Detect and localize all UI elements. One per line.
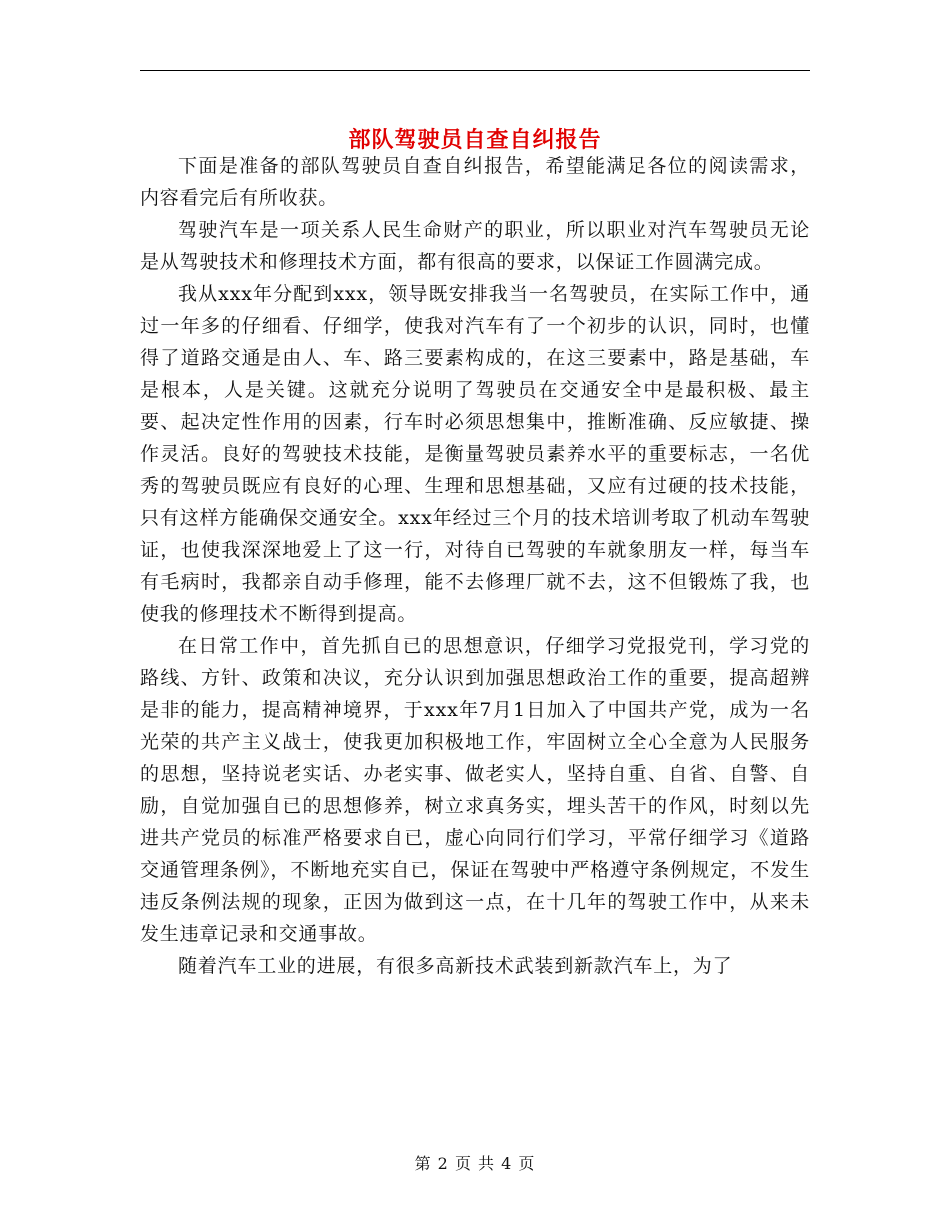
page-number: 第 2 页 共 4 页: [414, 1154, 536, 1173]
document-title: 部队驾驶员自查自纠报告: [348, 127, 602, 153]
document-body: [140, 150, 810, 982]
header-rule: [140, 70, 810, 71]
paragraph-intro: 下面是准备的部队驾驶员自查自纠报告，希望能满足各位的阅读需求，内容看完后有所收获。: [140, 155, 810, 209]
paragraph-driving-profession: 驾驶汽车是一项关系人民生命财产的职业，所以职业对汽车驾驶员无论是从驾驶技术和修理技术方面，都有很高的要求，以保证工作圆满完成。: [140, 219, 810, 273]
paragraph-work-experience: 我从xxx年分配到xxx，领导既安排我当一名驾驶员，在实际工作中，通过一年多的仔细看、仔细学，使我对汽车有了一个初步的认识，同时，也懂得了道路交通是由人、车、路三要素构成的，在这三要素中，路是基础，车是根本，人是关键。这就充分说明了驾驶员在交通安全中是最积极、最主要、起决定性作用的因素，行车时必须思想集中，推断准确、反应敏捷、操作灵活。良好的驾驶技术技能，是衡量驾驶员素养水平的重要标志，一名优秀的驾驶员既应有良好的心理、生理和思想基础，又应有过硬的技术技能，只有这样方能确保交通安全。xxx年经过三个月的技术培训考取了机动车驾驶证，也使我深深地爱上了这一行，对待自已驾驶的车就象朋友一样，每当车有毛病时，我都亲自动手修理，能不去修理厂就不去，这不但锻炼了我，也使我的修理技术不断得到提高。: [140, 283, 810, 625]
paragraph-technology: 随着汽车工业的进展，有很多高新技术武装到新款汽车上，为了: [178, 955, 733, 977]
paragraph-daily-work: 在日常工作中，首先抓自已的思想意识，仔细学习党报党刊，学习党的路线、方针、政策和决议，充分认识到加强思想政治工作的重要，提高超辨是非的能力，提高精神境界，于xxx年7月1日加入了中国共产党，成为一名光荣的共产主义战士，使我更加积极地工作，牢固树立全心全意为人民服务的思想，坚持说老实话、办老实事、做老实人，坚持自重、自省、自警、自励，自觉加强自已的思想修养，树立求真务实，埋头苦干的作风，时刻以先进共产党员的标准严格要求自已，虚心向同行们学习，平常仔细学习《道路交通管理条例》，不断地充实自已，保证在驾驶中严格遵守条例规定，不发生违反条例法规的现象，正因为做到这一点，在十几年的驾驶工作中，从来未发生违章记录和交通事故。: [140, 635, 810, 945]
